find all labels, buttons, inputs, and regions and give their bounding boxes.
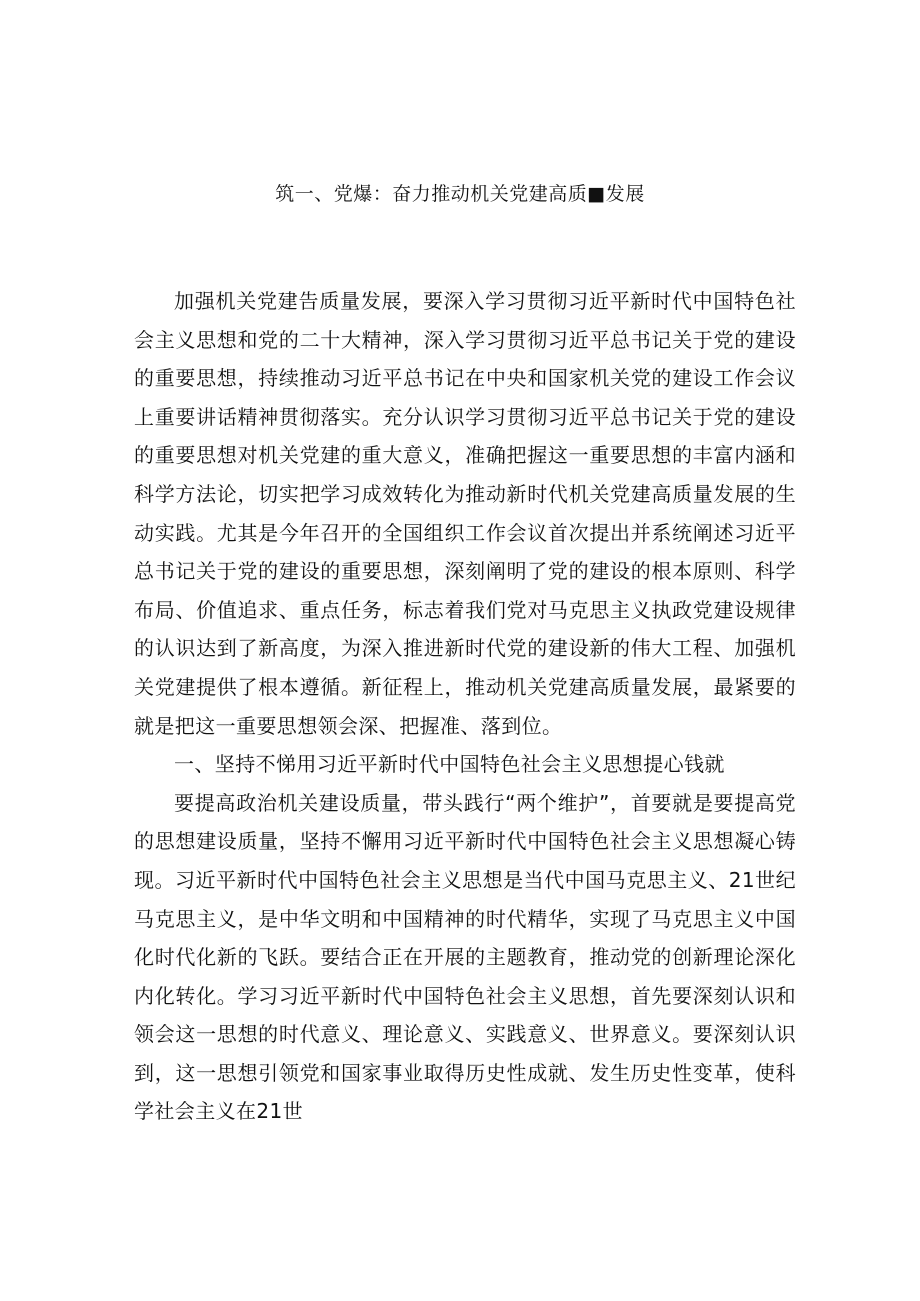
section-heading: 一、坚持不悌用习近平新时代中国特色社会主义思想提心钱就: [174, 752, 725, 777]
document-body: [134, 282, 796, 1131]
section-paragraph: 要提高政治机关建设质量，带头践行“两个维护”，首要就是要提高党的思想建设质量，坚持不懈用习近平新时代中国特色社会主义思想凝心铸现。习近平新时代中国特色社会主义思想是当代中国马克思主义、21世纪马克思主义，是中华文明和中国精神的时代精华，实现了马克思主义中国化时代化新的飞跃。要结合正在开展的主题教育，推动党的创新理论深化内化转化。学习习近平新时代中国特色社会主义思想，首先要深刻认识和领会这一思想的时代意义、理论意义、实践意义、世界意义。要深刻认识到，这一思想引领党和国家事业取得历史性成就、发生历史性变革，使科学社会主义在21世: [134, 790, 796, 1124]
document-title: 筑一、党爆：奋力推动机关党建高质■发展: [275, 183, 645, 205]
intro-paragraph: 加强机关党建告质量发展，要深入学习贯彻习近平新时代中国特色社会主义思想和党的二十大精神，深入学习贯彻习近平总书记关于党的建设的重要思想，持续推动习近平总书记在中央和国家机关党的建设工作会议上重要讲话精神贯彻落实。充分认识学习贯彻习近平总书记关于党的建设的重要思想对机关党建的重大意义，准确把握这一重要思想的丰富内涵和科学方法论，切实把学习成效转化为推动新时代机关党建高质量发展的生动实践。尤其是今年召开的全国组织工作会议首次提出并系统阐述习近平总书记关于党的建设的重要思想，深刻阐明了党的建设的根本原则、科学布局、价值追求、重点任务，标志着我们党对马克思主义执政党建设规律的认识达到了新高度，为深入推进新时代党的建设新的伟大工程、加强机关党建提供了根本遵循。新征程上，推动机关党建高质量发展，最紧要的就是把这一重要思想领会深、把握准、落到位。: [134, 289, 796, 738]
